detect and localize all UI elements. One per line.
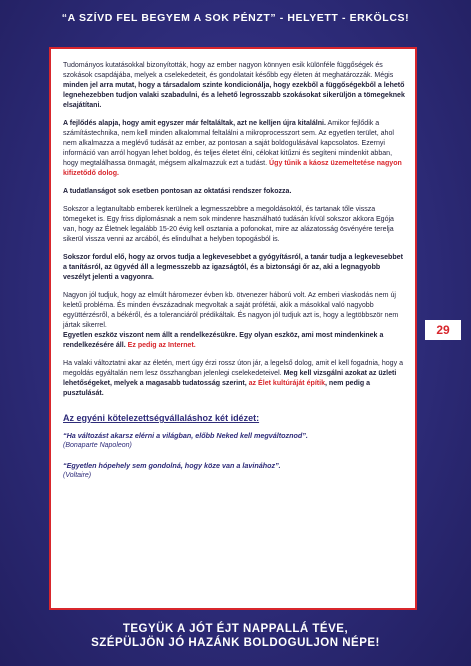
paragraph-6-highlight: Ez pedig az Internet. — [127, 342, 196, 349]
page-title: “A SZÍVD FEL BEGYEM A SOK PÉNZT” - HELYETT - ERKÖLCS! — [61, 12, 410, 24]
footer-line-2: SZÉPÜLJÖN JÓ HAZÁNK BOLDOGULJON NÉPE! — [91, 637, 380, 650]
paragraph-6-text: Nagyon jól tudjuk, hogy az elmúlt háromezer évben kb. ötvenezer háború volt. Az emberi viaskodás nem új keletű probléma. És minden évszázadnak megvoltak a saját prófétái, akik a másokkal való nagyobb együttérzésről, a békéről, és a toleranciáról prédikáltak. És nagyon jól tudjuk azt is, hogy a legtöbbször nem jártak sikerrel. — [63, 292, 399, 329]
paragraph-2 — [63, 119, 405, 179]
paragraph-7 — [63, 359, 405, 399]
paragraph-2-text: Amikor fejlődik a számítástechnika, nem kell minden alkalommal feltalálni a mikroprocesszort sem. Az egyetlen terület, ahol nem alkalmazza a meglévő tudását az ember, az pontosan a saját boldogulásával kapcsolatos. Ezernyi információ van arról hogyan lehet boldog, és teljes életet élni, célokat kitűzni és segíteni mindenkit abban, hogy megtalálhassa önmagát, mégsem alkalmazzuk ezt a tudást. — [63, 120, 394, 167]
paragraph-7-text: Ha valaki változtatni akar az életén, mert úgy érzi rossz úton jár, a legelső dolog, amit el kell fogadnia, hogy a megoldás egyáltalán nem lesz összhangban jelenlegi cselekedeteivel. — [63, 360, 403, 377]
paragraph-7-end: , nem pedig a pusztulását. — [63, 380, 371, 397]
paragraph-6-bold: Egyetlen eszköz viszont nem állt a rendelkezésükre. Egy olyan eszköz, ami most mindenkinek a rendelkezésére áll. — [63, 332, 384, 349]
footer-line-1: TEGYÜK A JÓT ÉJT NAPPALLÁ TÉVE, — [122, 623, 349, 635]
paragraph-2-lead: A fejlődés alapja, hogy amit egyszer már feltaláltak, azt ne kelljen újra kitalálni. — [63, 120, 326, 127]
paragraph-5: Sokszor fordul elő, hogy az orvos tudja a legkevesebbet a gyógyításról, a tanár tudja a legkevesebbet a tanításról, az ügyvéd áll a legmesszebb az igazságtól, és a biztonsági őr az, aki a legnagyobb veszélyt jelenti a vagyonra. — [63, 254, 403, 281]
footer-slogan — [0, 622, 471, 651]
paragraph-2-highlight: Úgy tűnik a káosz üzemeltetése nagyon kifizetődő dolog. — [63, 160, 402, 177]
paragraph-3: A tudatlanságot sok esetben pontosan az oktatási rendszer fokozza. — [63, 188, 292, 195]
page-number: 29 — [425, 320, 461, 340]
paragraph-1-text: Tudományos kutatásokkal bizonyították, hogy az ember nagyon könnyen esik különféle függőségek és szokások csapdájába, melyek a cselekedeteit, és gondolatait később egy életen át meghatározzák. Mégis — [63, 62, 394, 79]
paragraph-1 — [63, 61, 405, 111]
content-panel — [49, 47, 417, 610]
paragraph-1-bold: minden jel arra mutat, hogy a társadalom szinte kondicionálja, hogy ezekből a függőségekből a lehető legnehezebben tudjon valaki szabadulni, és a lehető legrosszabb szokásokat sikerüljön a tömegeknek elsajátítani. — [63, 82, 405, 109]
paragraph-7-highlight: az Élet kultúráját építik — [248, 380, 326, 387]
quote-text: “Egyetlen hópehely sem gondolná, hogy köze van a lavinához”. — [63, 461, 281, 470]
quote-author: (Bonaparte Napoleon) — [63, 442, 132, 449]
paragraph-4: Sokszor a legtanultabb emberek kerülnek a legmesszebbre a megoldásoktól, és tartanak tőle vissza tömegeket is. Egy friss diplomásnak a nem sok mindenre használható tudásán kívül sokszor akkora Egója van, hogy az Életnek legalább 15-20 évig kell osztania a pofonokat, mire az alázatosság ösvényére terelja sikerül vissza venni az arcából, és elindulhat a helyben topogásból is. — [63, 206, 394, 243]
paragraph-7-bold: Meg kell vizsgálni azokat az üzleti lehetőségeket, melyek a magasabb tudatosság szerint, — [63, 370, 397, 387]
quote-author: (Voltaire) — [63, 472, 92, 479]
quotes-heading: Az egyéni kötelezettségvállaláshoz két idézet: — [63, 413, 260, 423]
paragraph-6 — [63, 291, 405, 351]
quote-text: “Ha változást akarsz elérni a világban, előbb Neked kell megváltoznod”. — [63, 431, 308, 440]
